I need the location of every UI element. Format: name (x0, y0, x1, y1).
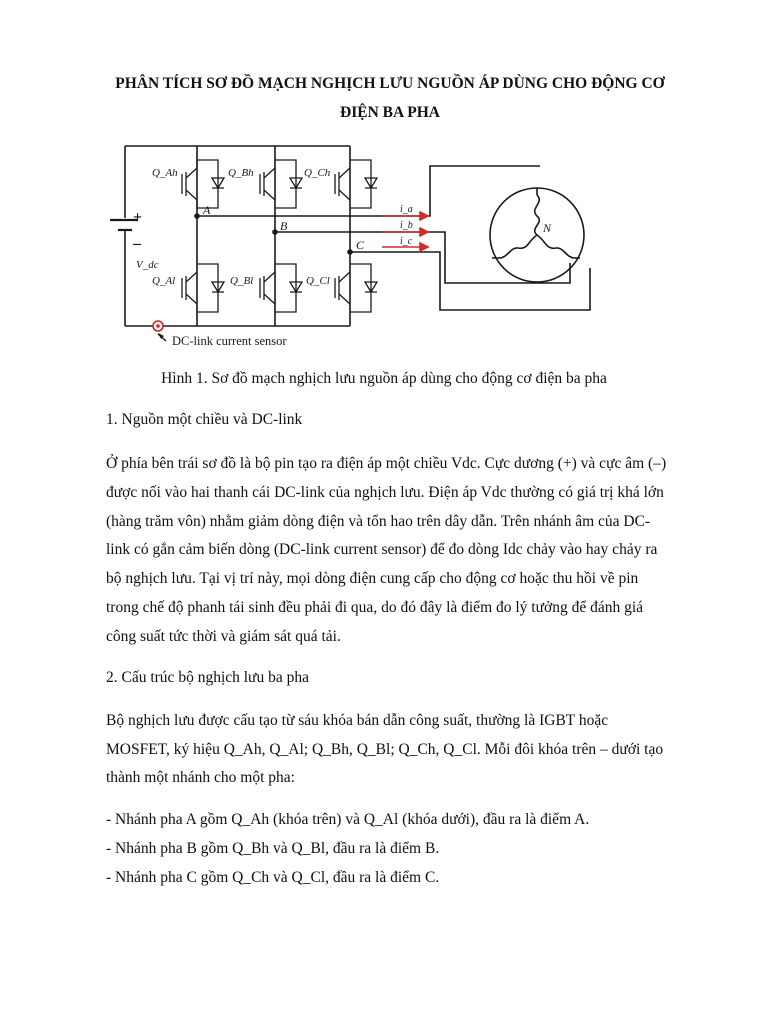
current-label-ic: i_c (400, 236, 413, 247)
section-1-line: (hàng trăm vôn) nhằm giảm dòng điện và tổn hao trên dây dẫn. Trên nhánh âm của DC- (106, 513, 651, 530)
section-1-line: bộ nghịch lưu. Tại vị trí này, mọi dòng điện cung cấp cho động cơ hoặc thu hồi về pin (106, 570, 639, 587)
node-label-a: A (203, 203, 211, 217)
switch-label-q-ch: Q_Ch (304, 167, 331, 179)
section-1-line: link có gắn cảm biến dòng (DC-link current sensor) để đo dòng Idc chảy vào hay chảy ra (106, 541, 658, 558)
document-title-line-1: PHÂN TÍCH SƠ ĐỒ MẠCH NGHỊCH LƯU NGUỒN ÁP DÙNG CHO ĐỘNG CƠ (115, 75, 665, 92)
section-2-line: MOSFET, ký hiệu Q_Ah, Q_Al; Q_Bh, Q_Bl; Q_Ch, Q_Cl. Mỗi đôi khóa trên – dưới tạo (106, 741, 664, 758)
switch-label-q-al: Q_Al (152, 275, 176, 287)
bullet-item: - Nhánh pha B gồm Q_Bh và Q_Bl, đầu ra là điểm B. (106, 840, 440, 857)
phase-c-output-wire (350, 252, 590, 310)
section-1-line: trong chế độ phanh tái sinh đều phải đi qua, do đó đây là điểm đo lý tưởng để đánh giá (106, 599, 644, 616)
section-1-line: Ở phía bên trái sơ đồ là bộ pin tạo ra điện áp một chiều Vdc. Cực dương (+) và cực âm (–) (106, 455, 667, 472)
node-label-b: B (280, 219, 288, 233)
section-2-line: thành một nhánh cho một pha: (106, 769, 295, 786)
dc-link-current-sensor-icon (153, 321, 166, 341)
inverter-circuit-figure (100, 138, 600, 353)
circuit-diagram (100, 138, 600, 353)
bullet-item: - Nhánh pha A gồm Q_Ah (khóa trên) và Q_Al (khóa dưới), đầu ra là điểm A. (106, 811, 590, 828)
switch-label-q-ah: Q_Ah (152, 167, 178, 179)
figure-caption: Hình 1. Sơ đồ mạch nghịch lưu nguồn áp dùng cho động cơ điện ba pha (161, 370, 607, 387)
current-label-ib: i_b (400, 220, 413, 231)
node-c-dot (347, 249, 353, 255)
bullet-item: - Nhánh pha C gồm Q_Ch và Q_Cl, đầu ra là điểm C. (106, 869, 440, 886)
section-2-line: Bộ nghịch lưu được cấu tạo từ sáu khóa bán dẫn công suất, thường là IGBT hoặc (106, 712, 609, 729)
current-label-ia: i_a (400, 204, 413, 215)
node-label-c: C (356, 238, 365, 252)
voltage-label-vdc: V_dc (136, 259, 159, 271)
battery-minus-label: – (133, 235, 141, 252)
neutral-label: N (543, 221, 552, 235)
switch-label-q-cl: Q_Cl (306, 275, 330, 287)
document-title-line-2: ĐIỆN BA PHA (340, 104, 440, 121)
battery-plus-label: + (133, 209, 143, 226)
sensor-label: DC-link current sensor (172, 334, 287, 348)
node-b-dot (272, 229, 278, 235)
section-1-line: được nối vào hai thanh cái DC-link của nghịch lưu. Điện áp Vdc thường có giá trị khá lớn (106, 484, 664, 501)
section-1-heading: 1. Nguồn một chiều và DC-link (106, 411, 303, 428)
section-1-line: công suất tức thời và giám sát quá tải. (106, 628, 341, 645)
switch-label-q-bl: Q_Bl (230, 275, 254, 287)
node-a-dot (194, 213, 200, 219)
section-2-heading: 2. Cấu trúc bộ nghịch lưu ba pha (106, 669, 309, 686)
switch-label-q-bh: Q_Bh (228, 167, 254, 179)
